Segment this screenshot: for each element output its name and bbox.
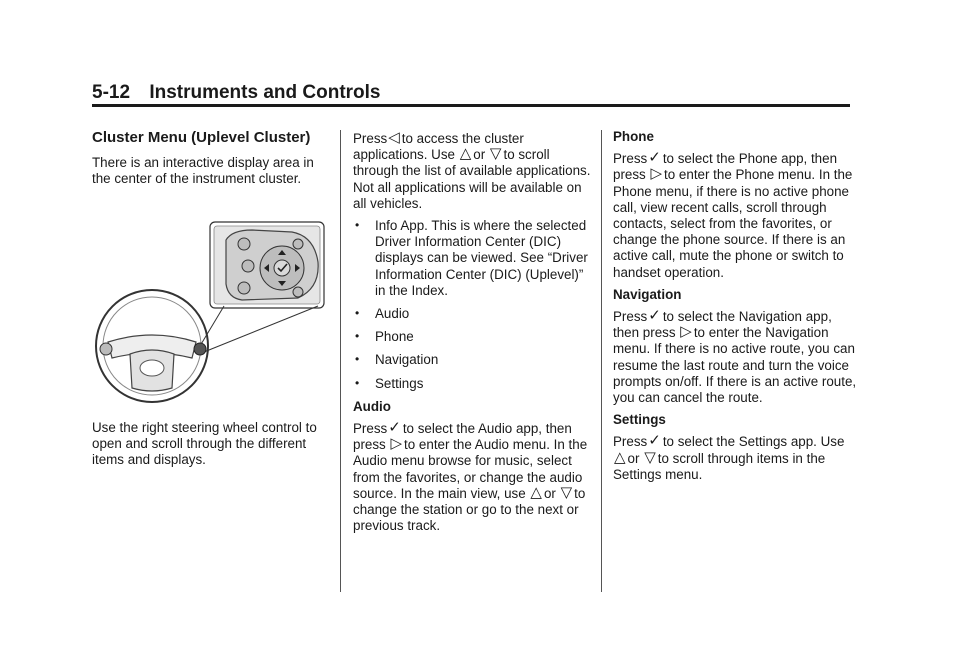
column-divider xyxy=(340,130,341,592)
column-3 xyxy=(613,129,858,489)
select-icon: ✓ xyxy=(388,419,401,437)
list-item: • Phone xyxy=(353,329,593,345)
up-icon: △ xyxy=(614,448,626,466)
down-icon: ▽ xyxy=(644,448,656,466)
column-divider xyxy=(601,130,602,592)
cluster-access-paragraph: Press◁ to access the cluster applications. Use △ or ▽ to scroll through the list of available applications. Not all applications will be available on all vehicles. xyxy=(353,129,591,211)
settings-paragraph: Press✓ to select the Settings app. Use △ or ▽ to scroll through items in the Settings menu. xyxy=(613,432,845,482)
down-icon: ▽ xyxy=(560,483,573,501)
steering-wheel-illustration xyxy=(92,218,328,420)
select-button-icon xyxy=(274,260,290,276)
list-item: • Info App. This is where the selected Driver Information Center (DIC) displays can be viewed. See “Driver Information Center (DIC) (Uplevel)” in the Index. xyxy=(353,218,593,299)
right-icon: ▷ xyxy=(680,323,692,341)
list-item: • Navigation xyxy=(353,352,593,368)
select-icon: ✓ xyxy=(648,307,661,325)
section-title: Instruments and Controls xyxy=(149,82,381,103)
intro-paragraph: There is an interactive display area in the center of the instrument cluster. xyxy=(92,155,314,187)
list-item: • Settings xyxy=(353,376,593,392)
right-icon: ▷ xyxy=(390,435,403,453)
audio-heading: Audio xyxy=(353,398,391,414)
right-icon: ▷ xyxy=(650,165,663,183)
column-1-bottom xyxy=(92,420,328,475)
select-icon: ✓ xyxy=(648,149,661,167)
column-1 xyxy=(92,129,328,193)
up-icon: △ xyxy=(459,145,472,163)
page-number: 5-12 xyxy=(92,82,131,103)
navigation-heading: Navigation xyxy=(613,286,682,302)
phone-paragraph: Press✓ to select the Phone app, then press ▷ to enter the Phone menu. In the Phone menu, if there is no active phone call, view recent calls, scroll through contacts, select from the favorites, or change the phone source. If there is an active call, mute the phone or switch to handset operation. xyxy=(613,149,853,280)
up-icon: △ xyxy=(530,483,542,501)
list-item: • Audio xyxy=(353,306,593,322)
navigation-paragraph: Press✓ to select the Navigation app, then press ▷ to enter the Navigation menu. If there is no active route, you can resume the last route and turn the voice prompts on/off. If there is an active route, you can cancel the route. xyxy=(613,307,857,406)
down-icon: ▽ xyxy=(489,145,502,163)
phone-heading: Phone xyxy=(613,129,654,144)
steering-control-paragraph: Use the right steering wheel control to open and scroll through the different items and displays. xyxy=(92,420,317,468)
header-rule xyxy=(92,104,850,107)
back-icon: ◁ xyxy=(388,129,400,146)
page-header xyxy=(92,82,850,106)
settings-heading: Settings xyxy=(613,412,666,428)
select-icon: ✓ xyxy=(648,432,661,450)
cluster-menu-heading: Cluster Menu (Uplevel Cluster) xyxy=(92,129,311,146)
applications-list xyxy=(353,218,593,392)
audio-paragraph: Press✓ to select the Audio app, then press ▷ to enter the Audio menu. In the Audio menu browse for music, select from the favorites, or change the audio source. In the main view, use △ or ▽ to change the station or go to the next or previous track. xyxy=(353,419,588,534)
column-2 xyxy=(353,131,593,540)
